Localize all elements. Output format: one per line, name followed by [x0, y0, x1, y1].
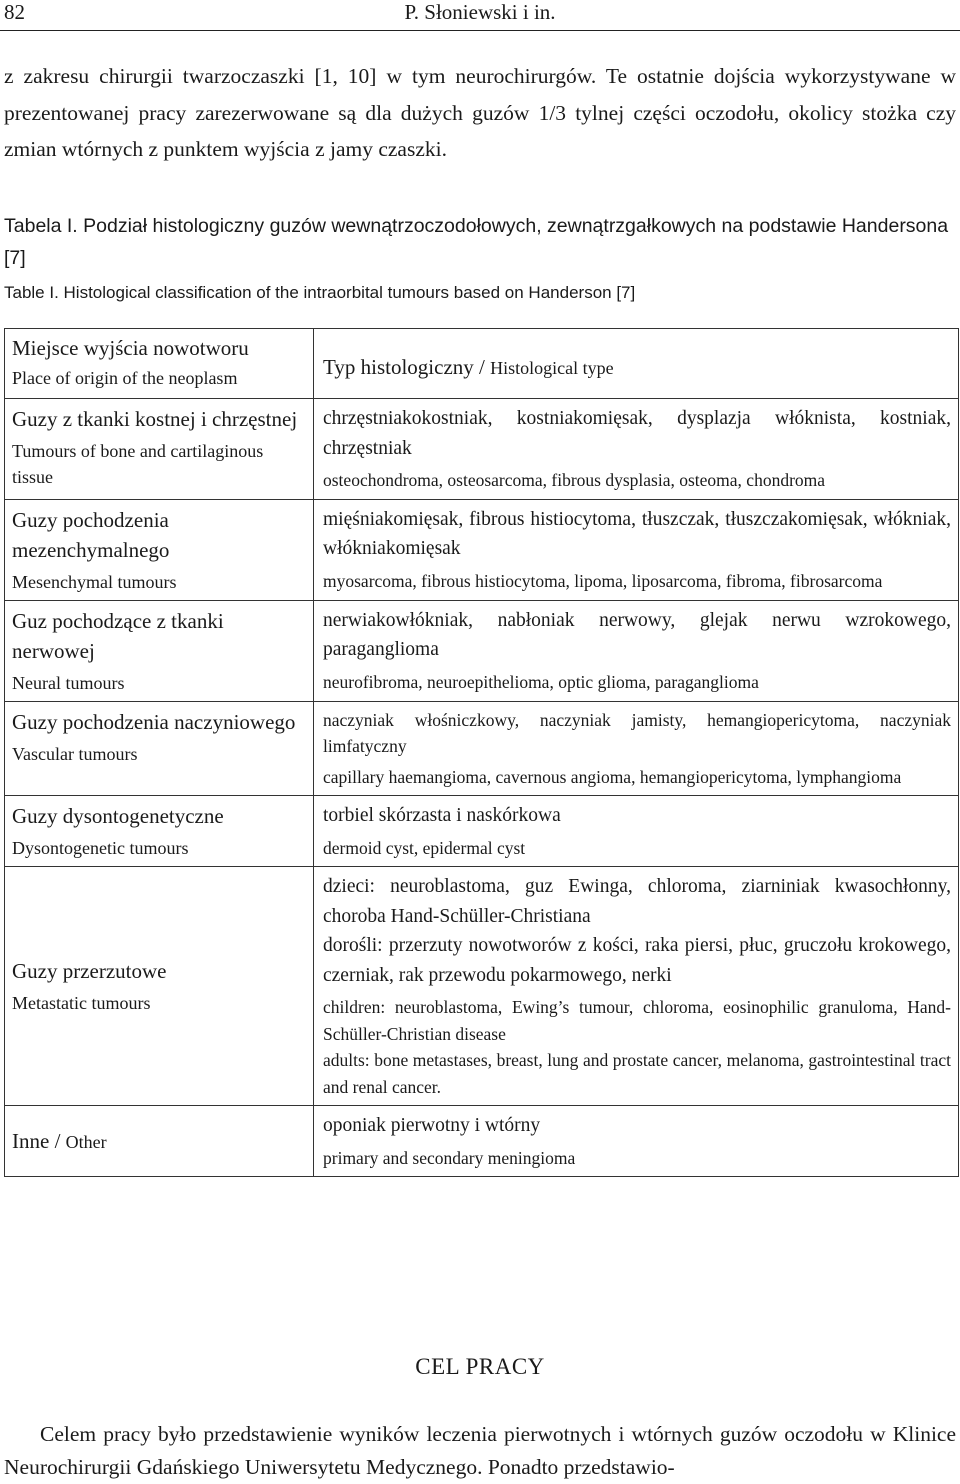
origin-cell — [5, 499, 314, 600]
header-type-pl: Typ histologiczny / — [323, 355, 485, 379]
header-type — [323, 334, 951, 383]
table-row — [5, 499, 959, 600]
type-cell — [314, 867, 959, 1106]
table-caption-pl: Tabela I. Podział histologiczny guzów wewnątrzoczodołowych, zewnątrzgałkowych na podstawie Handersona [7] — [4, 215, 949, 269]
table-row — [5, 399, 959, 500]
type-pl: chrzęstniakokostniak, kostniakomięsak, dysplazja włóknista, kostniak, chrzęstniak — [323, 408, 951, 459]
origin-pl: Guzy pochodzenia naczyniowego — [12, 709, 296, 734]
origin-en: Dysontogenetic tumours — [12, 838, 189, 858]
type-pl: dzieci: neuroblastoma, guz Ewinga, chloroma, ziarniniak kwasochłonny, choroba Hand-Schüller-Christiana — [323, 876, 951, 927]
origin-cell — [5, 796, 314, 867]
origin-en: Metastatic tumours — [12, 993, 151, 1013]
type-cell — [314, 499, 959, 600]
table-header-row — [5, 329, 959, 399]
header-origin-pl: Miejsce wyjścia nowotworu — [12, 336, 249, 360]
type-cell — [314, 399, 959, 500]
type-pl: mięśniakomięsak, fibrous histiocytoma, tłuszczak, tłuszczakomięsak, włókniak, włókniakomięsak — [323, 508, 951, 559]
header-type-cell — [314, 329, 959, 399]
page-header — [0, 0, 960, 30]
header-type-en: Histological type — [490, 358, 614, 378]
origin-pl: Inne / — [12, 1128, 61, 1153]
origin-pl: Guzy przerzutowe — [12, 959, 167, 983]
type-en: myosarcoma, fibrous histiocytoma, lipoma, liposarcoma, fibroma, fibrosarcoma — [323, 570, 883, 591]
type-pl: torbiel skórzasta i naskórkowa — [323, 805, 561, 826]
origin-en: Mesenchymal tumours — [12, 571, 177, 592]
type-pl-2: dorośli: przerzuty nowotworów z kości, raka piersi, płuc, gruczołu krokowego, czerniak, rak przewodu pokarmowego, nerki — [323, 935, 951, 986]
intro-paragraph: z zakresu chirurgii twarzoczaszki [1, 10] w tym neurochirurgów. Te ostatnie dojścia wykorzystywane w prezentowanej pracy zarezerwowane są dla dużych guzów 1/3 tylnej części oczodołu, okolicy stożka czy zmian wtórnych z punktem wyjścia z jamy czaszki. — [4, 64, 956, 161]
histology-table — [4, 328, 959, 1177]
type-en: dermoid cyst, epidermal cyst — [323, 837, 526, 858]
origin-cell — [5, 399, 314, 500]
header-rule — [0, 30, 960, 31]
origin-en: Vascular tumours — [12, 743, 138, 764]
origin-cell — [5, 600, 314, 701]
table-row — [5, 796, 959, 867]
page-number: 82 — [4, 0, 25, 24]
header-origin-en: Place of origin of the neoplasm — [12, 368, 238, 388]
type-en: neurofibroma, neuroepithelioma, optic glioma, paraganglioma — [323, 671, 759, 692]
type-pl: nerwiakowłókniak, nabłoniak nerwowy, glejak nerwu wzrokowego, paraganglioma — [323, 609, 951, 660]
origin-pl: Guzy dysontogenetyczne — [12, 804, 224, 828]
origin-en: Other — [65, 1131, 107, 1152]
table-row — [5, 701, 959, 796]
origin-cell — [5, 701, 314, 796]
table-caption-en: Table I. Histological classification of the intraorbital tumours based on Handerson [7] — [4, 283, 636, 302]
origin-cell — [5, 1106, 314, 1177]
type-pl: oponiak pierwotny i wtórny — [323, 1115, 541, 1136]
running-head: P. Słoniewski i in. — [404, 0, 556, 24]
header-origin-cell — [5, 329, 314, 399]
table-row — [5, 1106, 959, 1177]
origin-en: Neural tumours — [12, 672, 125, 693]
type-cell — [314, 600, 959, 701]
origin-pl: Guzy pochodzenia mezenchymalnego — [12, 507, 170, 562]
table-row — [5, 600, 959, 701]
type-pl: naczyniak włośniczkowy, naczyniak jamisty, hemangiopericytoma, naczyniak limfatyczny — [323, 709, 951, 756]
origin-pl: Guz pochodzące z tkanki nerwowej — [12, 608, 224, 663]
origin-cell — [5, 867, 314, 1106]
origin-other — [12, 1126, 306, 1157]
section-heading: CEL PRACY — [415, 1354, 545, 1379]
type-en-2: adults: bone metastases, breast, lung and prostate cancer, melanoma, gastrointestinal tract and renal cancer. — [323, 1050, 951, 1097]
type-cell — [314, 701, 959, 796]
type-cell — [314, 796, 959, 867]
origin-pl: Guzy z tkanki kostnej i chrzęstnej — [12, 407, 298, 431]
type-en: capillary haemangioma, cavernous angioma, hemangiopericytoma, lymphangioma — [323, 766, 902, 787]
type-en: osteochondroma, osteosarcoma, fibrous dysplasia, osteoma, chondroma — [323, 470, 826, 490]
type-cell — [314, 1106, 959, 1177]
origin-en: Tumours of bone and cartilaginous tissue — [12, 441, 264, 487]
aim-paragraph: Celem pracy było przedstawienie wyników leczenia pierwotnych i wtórnych guzów oczodołu w Klinice Neurochirurgii Gdańskiego Uniwersytetu Medycznego. Ponadto przedstawio- — [4, 1422, 956, 1479]
type-en: primary and secondary meningioma — [323, 1147, 576, 1168]
type-en: children: neuroblastoma, Ewing’s tumour, chloroma, eosinophilic granuloma, Hand-Schüller-Christian disease — [323, 997, 951, 1044]
table-row — [5, 867, 959, 1106]
